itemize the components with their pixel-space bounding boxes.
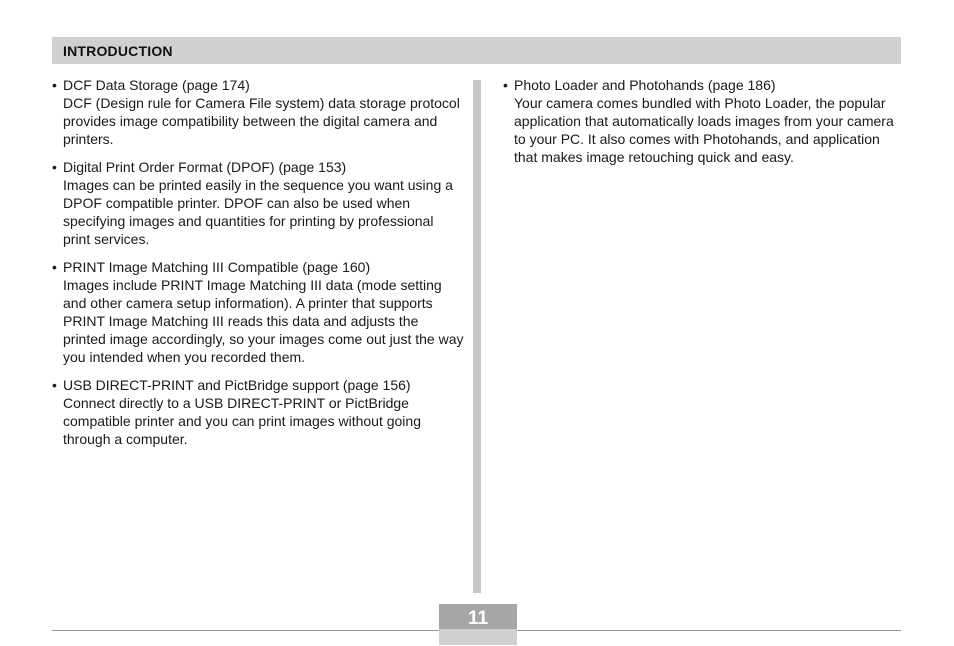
bullet: •: [52, 377, 57, 394]
page-number-box: [439, 604, 517, 645]
item-body: Connect directly to a USB DIRECT-PRINT or PictBridge compatible printer and you can print images without going through a computer.: [63, 395, 421, 447]
list-item: [503, 77, 899, 167]
item-heading: Digital Print Order Format (DPOF) (page 153): [63, 159, 347, 176]
item-body: Images include PRINT Image Matching III data (mode setting and other camera setup information). A printer that supports PRINT Image Matching III reads this data and adjusts the printed image accordingly, so your images come out just the way you intended when you recorded them.: [63, 277, 464, 365]
bullet: •: [52, 159, 57, 176]
item-heading: PRINT Image Matching III Compatible (page 160): [63, 259, 371, 276]
section-header-bar: [52, 37, 901, 64]
item-body: Your camera comes bundled with Photo Loader, the popular application that automatically loads images from your camera to your PC. It also comes with Photohands, and application that makes image retouching quick and easy.: [514, 94, 894, 165]
bullet: •: [52, 259, 57, 276]
list-item: [52, 159, 464, 249]
column-divider: [473, 80, 481, 593]
page-number: 11: [467, 608, 489, 629]
bullet: •: [52, 77, 57, 93]
bullet: •: [503, 77, 508, 93]
left-column: [52, 77, 464, 459]
item-heading: DCF Data Storage (page 174): [63, 77, 250, 93]
right-column: [503, 77, 899, 177]
list-item: [52, 259, 464, 366]
item-body: Images can be printed easily in the sequence you want using a DPOF compatible printer. DPOF can also be used when specifying images and quantities for printing by professional print services.: [63, 177, 453, 247]
list-item: [52, 377, 464, 449]
item-heading: USB DIRECT-PRINT and PictBridge support (page 156): [63, 377, 411, 394]
section-title: INTRODUCTION: [63, 43, 173, 59]
item-body: DCF (Design rule for Camera File system) data storage protocol provides image compatibility between the digital camera and printers.: [63, 94, 460, 147]
item-heading: Photo Loader and Photohands (page 186): [514, 77, 776, 93]
list-item: [52, 77, 464, 149]
